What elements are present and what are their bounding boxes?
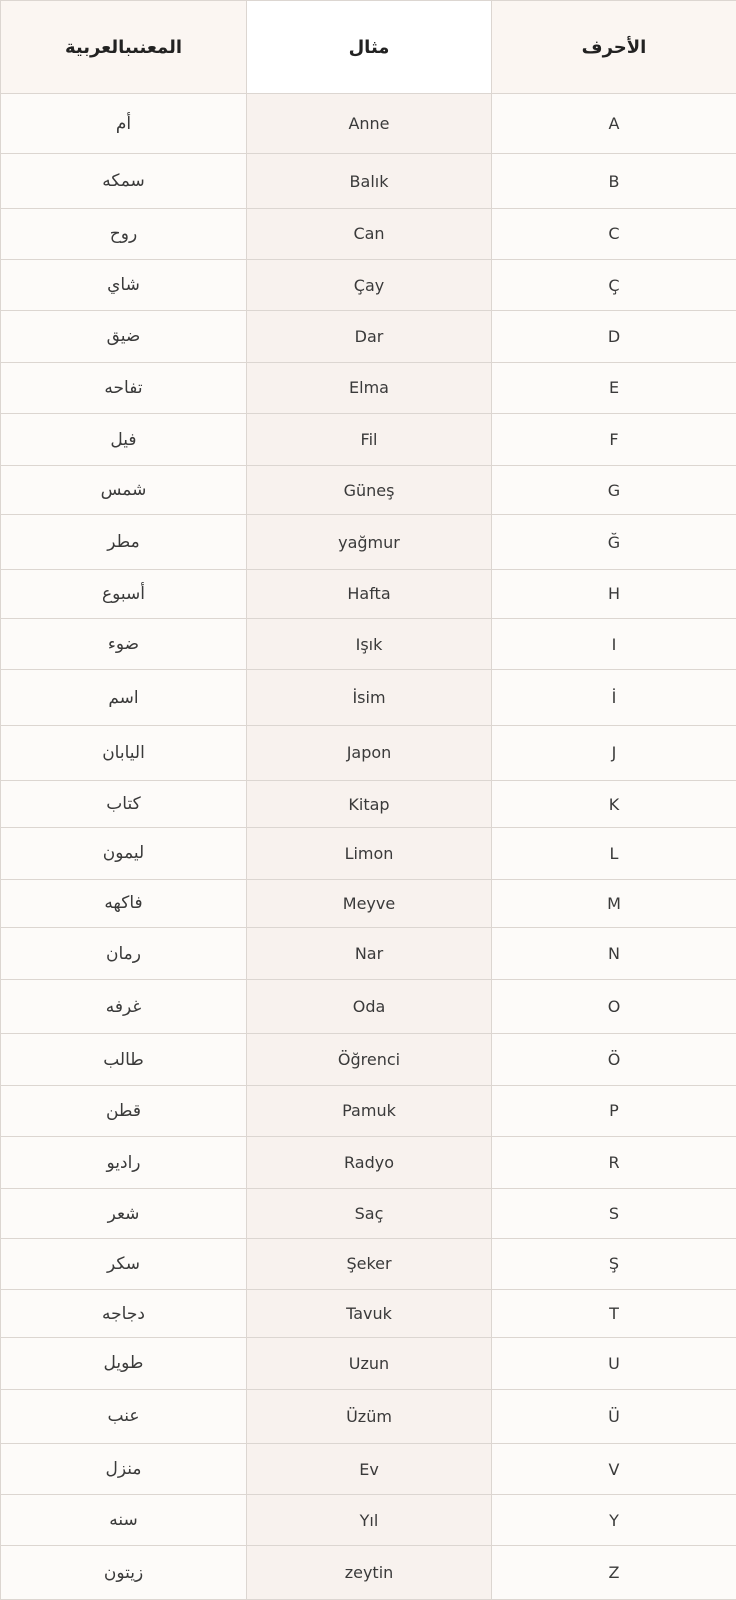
example-cell: Can (247, 208, 492, 259)
table-row (1, 980, 736, 1034)
table-row (1, 311, 736, 362)
example-cell: Oda (247, 980, 492, 1034)
example-cell: İsim (247, 670, 492, 725)
example-cell: Nar (247, 927, 492, 979)
table-row (1, 1495, 736, 1546)
meaning-cell: راديو (1, 1137, 247, 1189)
letter-cell: Y (492, 1495, 736, 1546)
meaning-cell: شعر (1, 1189, 247, 1238)
letter-cell: N (492, 927, 736, 979)
example-cell: Uzun (247, 1338, 492, 1389)
table-row (1, 466, 736, 515)
example-cell: Radyo (247, 1137, 492, 1189)
table-row (1, 1034, 736, 1085)
table-row (1, 208, 736, 259)
meaning-cell: دجاجه (1, 1289, 247, 1337)
header-letters: الأحرف (492, 1, 736, 94)
letter-cell: Ü (492, 1389, 736, 1443)
meaning-cell: طالب (1, 1034, 247, 1085)
table-row (1, 1546, 736, 1600)
meaning-cell: شمس (1, 466, 247, 515)
table-row (1, 1238, 736, 1289)
letter-cell: M (492, 879, 736, 927)
letter-cell: I (492, 619, 736, 670)
table-row (1, 1189, 736, 1238)
meaning-cell: قطن (1, 1085, 247, 1136)
meaning-cell: شاي (1, 259, 247, 310)
meaning-cell: أم (1, 94, 247, 154)
table-row (1, 670, 736, 725)
meaning-cell: غرفه (1, 980, 247, 1034)
letter-cell: K (492, 781, 736, 828)
meaning-cell: فيل (1, 413, 247, 465)
meaning-cell: تفاحه (1, 362, 247, 413)
table-row (1, 725, 736, 780)
table-row (1, 1338, 736, 1389)
table-body (1, 94, 736, 1600)
table-row (1, 413, 736, 465)
example-cell: Üzüm (247, 1389, 492, 1443)
example-cell: Kitap (247, 781, 492, 828)
letter-cell: Ö (492, 1034, 736, 1085)
example-cell: Işık (247, 619, 492, 670)
example-cell: Limon (247, 828, 492, 879)
meaning-cell: سكر (1, 1238, 247, 1289)
letter-cell: T (492, 1289, 736, 1337)
example-cell: Şeker (247, 1238, 492, 1289)
meaning-cell: روح (1, 208, 247, 259)
letter-cell: B (492, 154, 736, 208)
example-cell: Anne (247, 94, 492, 154)
example-cell: Elma (247, 362, 492, 413)
letter-cell: D (492, 311, 736, 362)
table-row (1, 94, 736, 154)
meaning-cell: ضيق (1, 311, 247, 362)
example-cell: Pamuk (247, 1085, 492, 1136)
letter-cell: Ş (492, 1238, 736, 1289)
table-row (1, 154, 736, 208)
header-example: مثال (247, 1, 492, 94)
meaning-cell: اسم (1, 670, 247, 725)
example-cell: Güneş (247, 466, 492, 515)
letter-cell: E (492, 362, 736, 413)
meaning-cell: سمكه (1, 154, 247, 208)
meaning-cell: سنه (1, 1495, 247, 1546)
example-cell: Çay (247, 259, 492, 310)
table-row (1, 1085, 736, 1136)
example-cell: Hafta (247, 569, 492, 618)
example-cell: yağmur (247, 515, 492, 569)
letter-cell: H (492, 569, 736, 618)
meaning-cell: عنب (1, 1389, 247, 1443)
table-row (1, 1443, 736, 1494)
letter-cell: U (492, 1338, 736, 1389)
letter-cell: P (492, 1085, 736, 1136)
example-cell: zeytin (247, 1546, 492, 1600)
example-cell: Dar (247, 311, 492, 362)
example-cell: Meyve (247, 879, 492, 927)
letter-cell: F (492, 413, 736, 465)
letter-cell: J (492, 725, 736, 780)
header-meaning: المعنىبالعربية (1, 1, 247, 94)
letter-cell: Z (492, 1546, 736, 1600)
table-row (1, 927, 736, 979)
example-cell: Öğrenci (247, 1034, 492, 1085)
table-row (1, 362, 736, 413)
meaning-cell: اليابان (1, 725, 247, 780)
meaning-cell: طويل (1, 1338, 247, 1389)
example-cell: Yıl (247, 1495, 492, 1546)
letter-cell: L (492, 828, 736, 879)
table-row (1, 781, 736, 828)
meaning-cell: ليمون (1, 828, 247, 879)
example-cell: Tavuk (247, 1289, 492, 1337)
example-cell: Balık (247, 154, 492, 208)
example-cell: Japon (247, 725, 492, 780)
meaning-cell: أسبوع (1, 569, 247, 618)
letter-cell: G (492, 466, 736, 515)
letter-cell: S (492, 1189, 736, 1238)
meaning-cell: كتاب (1, 781, 247, 828)
table-row (1, 1389, 736, 1443)
example-cell: Fil (247, 413, 492, 465)
letter-cell: R (492, 1137, 736, 1189)
table-row (1, 828, 736, 879)
table-row (1, 619, 736, 670)
meaning-cell: فاكهه (1, 879, 247, 927)
letter-cell: Ğ (492, 515, 736, 569)
meaning-cell: مطر (1, 515, 247, 569)
letter-cell: Ç (492, 259, 736, 310)
table-row (1, 879, 736, 927)
letter-cell: C (492, 208, 736, 259)
letter-cell: V (492, 1443, 736, 1494)
table-header-row (1, 1, 736, 94)
meaning-cell: منزل (1, 1443, 247, 1494)
example-cell: Saç (247, 1189, 492, 1238)
letter-cell: İ (492, 670, 736, 725)
meaning-cell: ضوء (1, 619, 247, 670)
letter-cell: A (492, 94, 736, 154)
table-row (1, 259, 736, 310)
meaning-cell: زيتون (1, 1546, 247, 1600)
example-cell: Ev (247, 1443, 492, 1494)
meaning-cell: رمان (1, 927, 247, 979)
table-row (1, 569, 736, 618)
table-row (1, 1289, 736, 1337)
letter-cell: O (492, 980, 736, 1034)
table-row (1, 515, 736, 569)
table-row (1, 1137, 736, 1189)
